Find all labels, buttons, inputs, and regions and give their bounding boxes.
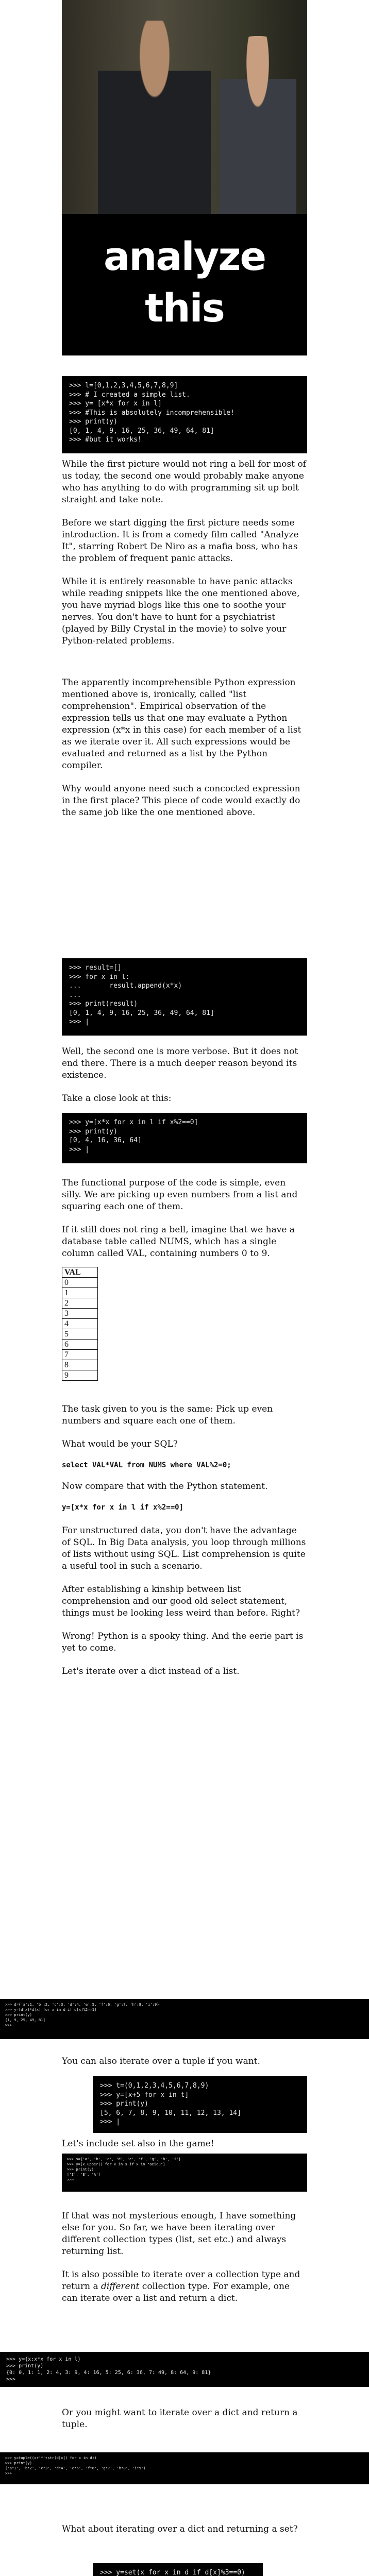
poster-figure-right: [219, 36, 296, 214]
nums-table: [62, 1267, 98, 1381]
code-block-tuple: >>> t=(0,1,2,3,4,5,6,7,8,9) >>> y=[x+5 for x in t] >>> print(y) [5, 6, 7, 8, 9, 10, 11, 12, 13, 14] >>> |: [93, 2076, 307, 2133]
paragraph: Before we start digging the first picture needs some introduction. It is from a comedy film called "Analyze It", starring Robert De Niro as a mafia boss, who has the problem of frequent panic attacks.: [62, 518, 299, 564]
paragraph: While the first picture would not ring a bell for most of us today, the second one would probably make anyone who has anything to do with programming sit up bolt straight and take note.: [62, 459, 306, 505]
code-block-even-squares: >>> y=[x*x for x in l if x%2==0] >>> print(y) [0, 4, 16, 36, 64] >>> |: [62, 1113, 307, 1163]
paragraph: Now compare that with the Python statement.: [62, 1481, 268, 1492]
code-block-dict: >>> d={'a':1, 'b':2, 'c':3, 'd':4, 'e':5, 'f':6, 'g':7, 'h':8, 'i':9} >>> y=[d[x]*d[x] for x in d if d[x]%2==1] >>> print(y) [1, 9, 25, 49, 81] >>>: [0, 1999, 369, 2039]
poster-title-line2: this: [145, 285, 224, 331]
paragraph: You can also iterate over a tuple if you want.: [62, 2056, 260, 2066]
code-block-for-loop: >>> result=[] >>> for x in l: ... result.append(x*x) ... >>> print(result) [0, 1, 4, 9, 16, 25, 36, 49, 64, 81] >>> |: [62, 958, 307, 1036]
article-section-8: [62, 2523, 307, 2535]
table-row: [62, 1329, 98, 1340]
paragraph: The task given to you is the same: Pick up even numbers and square each one of them.: [62, 1404, 273, 1426]
emphasis: different: [101, 2281, 140, 2292]
table-cell: 5: [62, 1329, 98, 1340]
code-block-list-comprehension: >>> l=[0,1,2,3,4,5,6,7,8,9] >>> # I created a simple list. >>> y= [x*x for x in l] >>> #This is absolutely incomprehensible! >>> print(y) [0, 1, 4, 9, 16, 25, 36, 49, 64, 81] >>> #but it works!: [62, 376, 307, 453]
paragraph: For unstructured data, you don't have the advantage of SQL. In Big Data analysis, you loop through millions of lists without using SQL. List comprehension is quite a useful tool in such a scenario.: [62, 1526, 306, 1571]
article-section-4: [62, 2056, 307, 2067]
table-cell: 9: [62, 1370, 98, 1381]
table-row: [62, 1298, 98, 1309]
table-cell: 0: [62, 1278, 98, 1288]
code-block-set-from-dict: >>> y=set(x for x in d if d[x]%3==0): [93, 2563, 263, 2576]
table-row: [62, 1350, 98, 1360]
table-row: [62, 1288, 98, 1298]
table-row: [62, 1360, 98, 1370]
paragraph: Take a close look at this:: [62, 1093, 172, 1104]
table-row: [62, 1309, 98, 1319]
table-cell: 8: [62, 1360, 98, 1370]
table-cell: 7: [62, 1350, 98, 1360]
table-row: [62, 1370, 98, 1381]
paragraph: After establishing a kinship between list comprehension and our good old select statement, things must be looking less weird than before. Right?: [62, 1584, 300, 1618]
table-cell: 3: [62, 1309, 98, 1319]
table-cell: 2: [62, 1298, 98, 1309]
text-span: collection type. For example, one can iterate over a list and return a dict.: [62, 2281, 290, 2303]
table-row: [62, 1278, 98, 1288]
article-section-5: [62, 2138, 307, 2150]
paragraph: Well, the second one is more verbose. But it does not end there. There is a much deeper reason beyond its existence.: [62, 1046, 298, 1080]
table-header-val: VAL: [62, 1267, 98, 1278]
code-block-tuple-from-dict: >>> y=tuple((x+'*'+str(d[x]) for x in d)) >>> print(y) ('a*1', 'b*2', 'c*3', 'd*4', 'e*5', 'f*6', 'g*7', 'h*8', 'i*9') >>>: [0, 2452, 369, 2484]
article-section-6: [62, 2210, 307, 2304]
code-block-dict-comprehension: >>> y={x:x*x for x in l} >>> print(y) {0: 0, 1: 1, 2: 4, 3: 9, 4: 16, 5: 25, 6: 36, 7: 49, 8: 64, 9: 81} >>>: [0, 2352, 369, 2387]
table-cell: 4: [62, 1319, 98, 1329]
paragraph: The apparently incomprehensible Python expression mentioned above is, ironically, called "list comprehension". Empirical observation of the expression tells us that one may evaluate a Python expression (x*x in this case) for each member of a list as we iterate over it. All such expressions would be evaluated and returned as a list by the Python compiler.: [62, 677, 301, 771]
paragraph: While it is entirely reasonable to have panic attacks while reading snippets like the one mentioned above, you have myriad blogs like this one to soothe your nerves. You don't have to hunt for a psychiatrist (played by Billy Crystal in the movie) to solve your Python-related problems.: [62, 577, 300, 646]
paragraph: Wrong! Python is a spooky thing. And the eerie part is yet to come.: [62, 1631, 304, 1653]
paragraph: [62, 2269, 307, 2304]
paragraph: The functional purpose of the code is simple, even silly. We are picking up even numbers from a list and squaring each one of them.: [62, 1178, 298, 1212]
paragraph: Let's iterate over a dict instead of a list.: [62, 1666, 240, 1676]
text-span: It is also possible to iterate over a collection type and return a: [62, 2269, 300, 2292]
paragraph: What about iterating over a dict and returning a set?: [62, 2524, 298, 2534]
paragraph: If it still does not ring a bell, imagine that we have a database table called NUMS, which has a single column called VAL, containing numbers 0 to 9.: [62, 1225, 295, 1259]
article-section-1: [62, 459, 307, 819]
movie-poster-image: [62, 0, 307, 355]
code-block-set: >>> s={'a', 'b', 'c', 'd', 'e', 'f', 'g', 'h', 'i'} >>> y=[x.upper() for x in s if x in "aeiou"] >>> print(y) ['I', 'E', 'A'] >>>: [62, 2154, 307, 2192]
article-section-2: [62, 1046, 307, 1105]
paragraph: Why would anyone need such a concocted expression in the first place? This piece of code would exactly do the same job like the one mentioned above.: [62, 784, 300, 818]
paragraph: Let's include set also in the game!: [62, 2139, 214, 2149]
article-section-3: [62, 1177, 307, 1677]
poster-figure-left: [98, 21, 211, 214]
poster-title-line1: analyze: [103, 233, 266, 279]
paragraph: What would be your SQL?: [62, 1439, 178, 1449]
paragraph: Or you might want to iterate over a dict and return a tuple.: [62, 2408, 298, 2430]
article-section-7: [62, 2407, 307, 2431]
table-cell: 1: [62, 1288, 98, 1298]
sql-statement: select VAL*VAL from NUMS where VAL%2=0;: [62, 1461, 231, 1469]
python-statement: y=[x*x for x in l if x%2==0]: [62, 1503, 184, 1512]
table-row: [62, 1319, 98, 1329]
paragraph: If that was not mysterious enough, I have something else for you. So far, we have been iterating over different collection types (list, set etc.) and always returning list.: [62, 2211, 296, 2257]
table-cell: 6: [62, 1340, 98, 1350]
table-row: [62, 1340, 98, 1350]
